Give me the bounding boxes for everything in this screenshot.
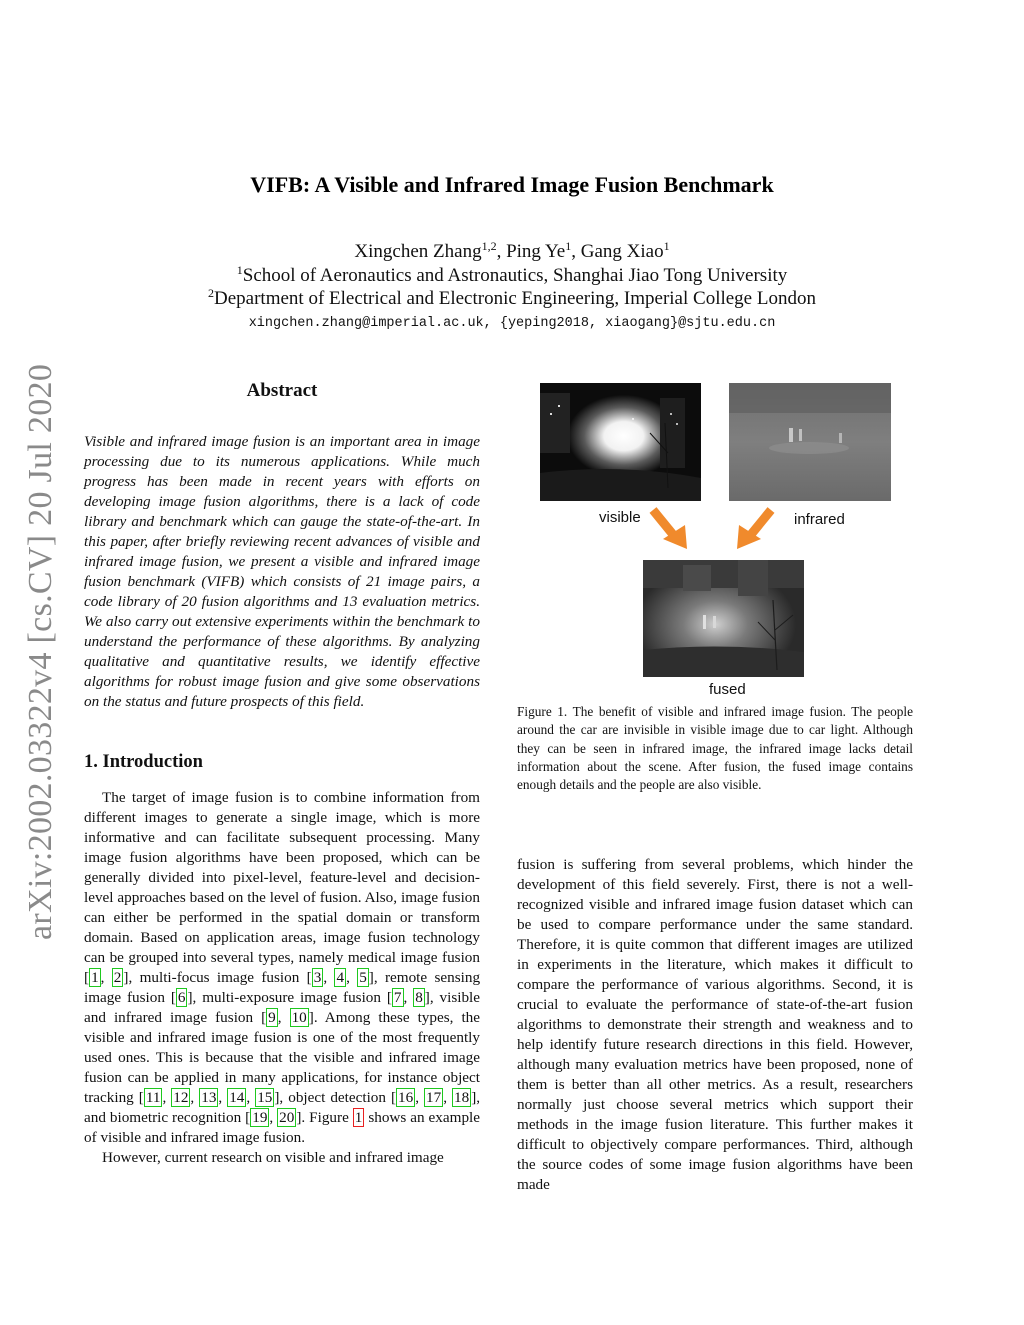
author-3: , Gang Xiao (571, 241, 664, 262)
author-1-affiliation: 1,2 (481, 239, 497, 253)
citation-link[interactable]: 9 (268, 1009, 276, 1026)
citation-link[interactable]: 14 (229, 1089, 245, 1106)
citation-link[interactable]: 16 (398, 1089, 414, 1106)
fused-image (643, 560, 804, 677)
citation-link[interactable]: 20 (279, 1109, 295, 1126)
citation-link[interactable]: 4 (336, 969, 345, 986)
figure-link[interactable]: 1 (354, 1109, 363, 1126)
author-1: Xingchen Zhang (354, 241, 482, 262)
right-column (517, 378, 913, 794)
citation-link[interactable]: 3 (313, 969, 322, 986)
author-3-affiliation: 1 (663, 239, 670, 253)
figure-1 (517, 378, 913, 703)
introduction-paragraph-1: The target of image fusion is to combine information from different images to generate a single image, which is more informative and can facilitate subsequent processing. Many image fusion algorithms have been proposed, which can be generally divided into pixel-level, feature-level and decision-level approaches based on the level of fusion. Also, image fusion can either be performed in the spatial domain or transform domain. Based on application areas, image fusion technology can be grouped into several types, namely medical image fusion [ 1 , 2 ], multi-focus image fusion [ 3 , 4 , 5 ], remote sensing image fusion [ 6 ], multi-exposure image fusion [ 7 , 8 ], visible and infrared image fusion [ 9 , 10 ]. Among these types, the visible and infrared image fusion is one of the most frequently used ones. This is because that the visible and infrared image fusion can be applied in many applications, for instance object tracking [ 11 , 12 , 13 , 14 , 15 ], object detection [ 16 , 17 , 18 ], and biometric recognition [ 19 , 20 ]. Figure 1 shows an example of visible and infrared image fusion. (84, 789, 481, 1146)
infrared-label: infrared (794, 511, 845, 528)
introduction-paragraph-2: However, current research on visible and infrared image (102, 1149, 444, 1166)
citation-link[interactable]: 17 (426, 1089, 442, 1106)
author-names (0, 240, 1024, 264)
arrows (637, 503, 797, 553)
citation-link[interactable]: 1 (91, 969, 99, 986)
citation-link[interactable]: 18 (454, 1089, 470, 1106)
visible-label: visible (599, 509, 641, 526)
affiliation-2: $^2$Department of Electrical and Electronic Engineering, Imperial College London (208, 286, 816, 309)
author-block (0, 240, 1024, 336)
citation-link[interactable]: 2 (113, 969, 122, 986)
left-arrow-icon (653, 510, 687, 549)
citation-link[interactable]: 19 (252, 1109, 268, 1126)
citation-link[interactable]: 15 (257, 1089, 273, 1106)
right-column-body (517, 855, 913, 1195)
citation-link[interactable]: 8 (415, 989, 423, 1006)
infrared-image (729, 383, 891, 501)
introduction-heading: 1. Introduction (84, 752, 203, 772)
citation-link[interactable]: 5 (359, 969, 367, 986)
citation-link[interactable]: 12 (173, 1089, 189, 1106)
author-emails: xingchen.zhang@imperial.ac.uk, {yeping2018, xiaogang}@sjtu.edu.cn (248, 315, 776, 331)
abstract-text: Visible and infrared image fusion is an important area in image processing due to its numerous applications. While much progress has been made in recent years with efforts on developing image fusion algorithms, there is a lack of code library and benchmark which can gauge the state-of-the-art. In this paper, after briefly reviewing recent advances of visible and infrared image fusion, we present a visible and infrared image fusion benchmark (VIFB) which consists of 21 image pairs, a code library of 20 fusion algorithms and 13 evaluation metrics. We also carry out extensive experiments within the benchmark to understand the performance of these algorithms. By analyzing qualitative and quantitative results, we identify effective algorithms for robust image fusion and give some observations on the status and future prospects of this field. (84, 433, 480, 710)
citation-link[interactable]: 7 (393, 989, 402, 1006)
affiliation-1: $^1$School of Aeronautics and Astronautics, Shanghai Jiao Tong University (236, 262, 788, 286)
visible-image (540, 383, 701, 501)
figure-1-caption: Figure 1. The benefit of visible and infrared image fusion. The people around the car are invisible in visible image due to car light. Although they can be seen in infrared image, the infrared image lacks detail information about the scene. After fusion, the fused image contains enough details and the people are also visible. (517, 704, 913, 793)
citation-link[interactable]: 6 (177, 989, 186, 1006)
paper-title: VIFB: A Visible and Infrared Image Fusion Benchmark (250, 172, 774, 197)
abstract-heading: Abstract (246, 380, 318, 401)
citation-link[interactable]: 13 (201, 1089, 217, 1106)
citation-link[interactable]: 11 (145, 1089, 161, 1106)
fused-label: fused (709, 681, 746, 698)
introduction-continuation: fusion is suffering from several problems, which hinder the development of this field severely. First, there is not a well-recognized visible and infrared image fusion dataset which can be used to compare performance under the same standard. Therefore, it is quite common that different images are utilized in experiments in the literature, which makes it difficult to compare the performance of various algorithms. Second, it is crucial to evaluate the performance of state-of-the-art fusion algorithms to demonstrate their strength and weakness and to help identify future research directions in this field. However, although many evaluation metrics have been proposed, none of them is better than all other metrics. As a result, researchers normally just choose several metrics which support their methods in the image fusion literature. This further makes it difficult to objectively compare performances. Third, although the source codes of some image fusion algorithms have been made (517, 856, 913, 1193)
author-2-affiliation: 1 (565, 239, 572, 253)
citation-link[interactable]: 10 (291, 1009, 307, 1026)
arxiv-identifier: arXiv:2002.03322v4 [cs.CV] 20 Jul 2020 (22, 363, 59, 940)
author-2: , Ping Ye (496, 241, 566, 262)
left-column (84, 378, 480, 1168)
right-arrow-icon (737, 510, 771, 549)
